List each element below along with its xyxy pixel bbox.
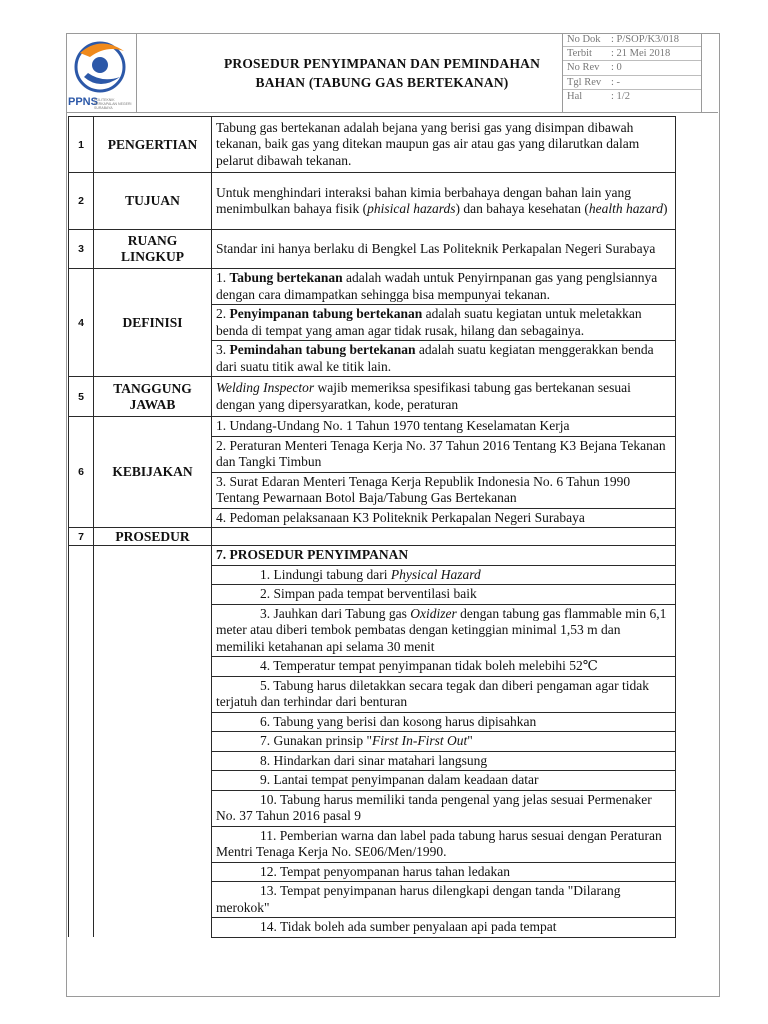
tujuan-text — [212, 173, 676, 230]
table-row — [69, 528, 676, 546]
table-row — [69, 546, 676, 938]
prosedur-empty — [212, 528, 676, 546]
document-header — [66, 33, 718, 113]
meta-value: : - — [611, 76, 621, 88]
definisi-item — [212, 341, 675, 376]
label-line: JAWAB — [129, 396, 176, 412]
prosedur-item: 12. Tempat penyompanan harus tahan ledakan — [212, 863, 675, 883]
meta-key: Tgl Rev — [567, 76, 602, 88]
label-line: RUANG — [127, 233, 178, 248]
sop-table — [68, 116, 676, 938]
row-label: KEBIJAKAN — [94, 417, 212, 528]
table-row — [69, 173, 676, 230]
tanggung-jawab-part: wajib memeriksa spesifikasi tabung gas bertekanan sesuai dengan yang dipersyaratkan, kode, peraturan — [216, 380, 631, 412]
table-row — [69, 417, 676, 528]
meta-key: Terbit — [567, 48, 592, 60]
item-text: " — [467, 733, 473, 748]
logo-box — [66, 33, 137, 112]
prosedur-item: 10. Tabung harus memiliki tanda pengenal yang jelas sesuai Permenaker No. 37 Tahun 2016 pasal 9 — [212, 791, 675, 827]
meta-row — [563, 33, 701, 47]
label-line: TANGGUNG — [113, 380, 192, 396]
table-row — [69, 377, 676, 417]
title-line-2: BAHAN (TABUNG GAS BERTEKANAN) — [255, 74, 509, 90]
prosedur-item: 4. Temperatur tempat penyimpanan tidak boleh melebihi 52℃ — [212, 657, 675, 677]
prosedur-cell — [212, 546, 676, 938]
prosedur-item: 11. Pemberian warna dan label pada tabung harus sesuai dengan Peraturan Mentri Tenaga Kerja No. SE06/Men/1990. — [212, 827, 675, 863]
kebijakan-item: 4. Pedoman pelaksanaan K3 Politeknik Perkapalan Negeri Surabaya — [216, 509, 585, 525]
prosedur-item: 6. Tabung yang berisi dan kosong harus dipisahkan — [212, 713, 675, 733]
prosedur-item: 2. Simpan pada tempat berventilasi baik — [212, 585, 675, 605]
item-number: 1. — [216, 270, 227, 285]
prosedur-item — [212, 566, 675, 586]
tanggung-jawab-italic: Welding Inspector — [216, 380, 315, 395]
item-italic: First In-First Out — [372, 733, 468, 748]
tujuan-part: ) dan bahaya kesehatan ( — [455, 201, 589, 216]
item-text: 3. Jauhkan dari Tabung gas — [260, 605, 411, 621]
meta-value: : 1/2 — [611, 90, 630, 102]
item-text: 7. Gunakan prinsip " — [260, 733, 372, 748]
tujuan-italic: health hazard — [588, 201, 664, 216]
logo-text: PPNS — [68, 96, 98, 108]
pengertian-text: Tabung gas bertekanan adalah bejana yang berisi gas yang disimpan dibawah tekanan, baik gas yang ditekan maupun gas air atau gas yang dilarutkan dalam pelarut dibawah tekanan. — [212, 117, 676, 173]
document-meta — [562, 33, 702, 112]
item-italic: Physical Hazard — [390, 566, 481, 582]
definisi-item — [212, 269, 675, 305]
meta-row — [563, 61, 701, 75]
kebijakan-item: 2. Peraturan Menteri Tenaga Kerja No. 37 Tahun 2016 Tentang K3 Bejana Tekanan dan Tangki Timbun — [212, 437, 675, 473]
item-text: dengan tabung gas flammable min 6,1 meter atau diberi tembok pembatas dengan ketinggian minimal 1,53 m dan memiliki ketahanan api selama 30 menit — [216, 605, 667, 654]
prosedur-item: 9. Lantai tempat penyimpanan dalam keadaan datar — [212, 771, 675, 791]
row-label: DEFINISI — [94, 269, 212, 377]
meta-value: : 0 — [611, 62, 622, 74]
item-number: 2. — [216, 306, 227, 321]
logo-subtext: POLITEKNIK PERKAPALAN NEGERI SURABAYA — [94, 98, 132, 110]
item-number: 3. — [216, 342, 227, 357]
prosedur-item — [212, 732, 675, 752]
meta-value: : 21 Mei 2018 — [611, 48, 671, 60]
row-label — [94, 377, 212, 417]
row-label: PROSEDUR — [94, 528, 212, 546]
kebijakan-item: 1. Undang-Undang No. 1 Tahun 1970 tentang Keselamatan Kerja — [212, 417, 675, 437]
tujuan-italic: phisical hazards — [367, 201, 456, 216]
row-number: 1 — [69, 117, 94, 173]
row-number: 2 — [69, 173, 94, 230]
item-term: Pemindahan tabung bertekanan — [229, 342, 416, 357]
prosedur-item: 8. Hindarkan dari sinar matahari langsung — [212, 752, 675, 772]
label-line: LINGKUP — [120, 249, 184, 264]
prosedur-item: 5. Tabung harus diletakkan secara tegak dan diberi pengaman agar tidak terjatuh dan terhindar dari benturan — [212, 677, 675, 713]
item-italic: Oxidizer — [410, 605, 457, 621]
prosedur-item: 13. Tempat penyimpanan harus dilengkapi dengan tanda "Dilarang merokok" — [212, 882, 675, 918]
item-text: adalah suatu kegiatan menggerakkan benda dari suatu titik awal ke titik lain. — [216, 342, 654, 374]
row-number: 3 — [69, 230, 94, 269]
row-number: 4 — [69, 269, 94, 377]
row-label-empty — [94, 546, 212, 938]
table-row — [69, 230, 676, 269]
prosedur-item: 14. Tidak boleh ada sumber penyalaan api pada tempat — [260, 919, 557, 934]
prosedur-item — [212, 605, 675, 658]
item-text: adalah wadah untuk Penyirnpanan gas yang penglsiannya dengan cara dimampatkan sehingga bisa mempunyai tekanan. — [216, 270, 658, 302]
item-text: 1. Lindungi tabung dari — [260, 566, 391, 582]
title-line-1: PROSEDUR PENYIMPANAN DAN PEMINDAHAN — [223, 55, 541, 71]
document-title — [224, 54, 540, 92]
kebijakan-cell — [212, 417, 676, 528]
prosedur-section-title: 7. PROSEDUR PENYIMPANAN — [212, 546, 675, 566]
meta-row — [563, 76, 701, 90]
item-text: adalah suatu kegiatan untuk meletakkan benda di tempat yang aman agar tidak rusak, hilang dan sebagainya. — [216, 306, 642, 338]
definisi-cell — [212, 269, 676, 377]
definisi-item — [212, 305, 675, 341]
row-label — [94, 230, 212, 269]
row-label: PENGERTIAN — [94, 117, 212, 173]
row-number: 7 — [69, 528, 94, 546]
row-number-empty — [69, 546, 94, 938]
table-row — [69, 117, 676, 173]
row-number: 5 — [69, 377, 94, 417]
ppns-logo-icon — [66, 33, 136, 95]
kebijakan-item: 3. Surat Edaran Menteri Tenaga Kerja Republik Indonesia No. 6 Tahun 1990 Tentang Pewarnaan Botol Baja/Tabung Gas Bertekanan — [212, 473, 675, 509]
meta-key: Hal — [567, 90, 583, 102]
tanggung-jawab-text — [212, 377, 676, 417]
item-term: Tabung bertekanan — [229, 270, 343, 285]
meta-value: : P/SOP/K3/018 — [611, 34, 679, 45]
meta-key: No Dok — [567, 34, 601, 45]
meta-key: No Rev — [567, 62, 600, 74]
table-row — [69, 269, 676, 377]
tujuan-part: Untuk menghindari interaksi bahan kimia berbahaya dengan bahan lain yang menimbulkan bahaya fisik ( — [216, 184, 631, 216]
row-label: TUJUAN — [94, 173, 212, 230]
item-term: Penyimpanan tabung bertekanan — [229, 306, 423, 321]
tujuan-part: ) — [663, 201, 668, 216]
meta-row — [563, 47, 701, 61]
title-box — [137, 33, 627, 112]
meta-row — [563, 90, 701, 103]
row-number: 6 — [69, 417, 94, 528]
ruang-lingkup-text: Standar ini hanya berlaku di Bengkel Las Politeknik Perkapalan Negeri Surabaya — [212, 230, 676, 269]
